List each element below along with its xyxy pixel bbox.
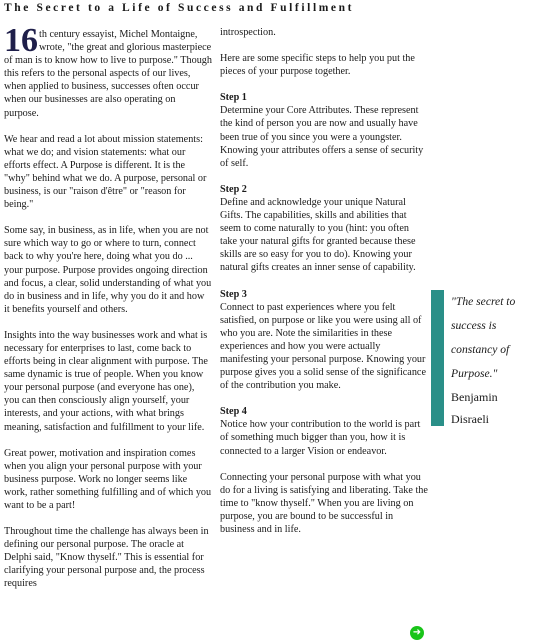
pull-quote-bar: [431, 290, 444, 426]
pull-quote: [451, 290, 539, 430]
paragraph: Some say, in business, as in life, when you are not sure which way to go or where to turn, connect back to why you're here, doing what you do ... your purpose. Purpose provides ongoing direction and focus, a clear, solid understanding of what you do in business and in life, why you do it and how it benefits yourself and others.: [4, 225, 212, 315]
paragraph: We hear and read a lot about mission statements: what we do; and vision statements: what our efforts effect. A Purpose is different. It is the "why" behind what we do. A purpose, personal or business, is our "raison d'être" or "reason for being.": [4, 133, 207, 211]
intro-paragraph: [4, 22, 212, 120]
paragraph: Throughout time the challenge has always been in defining our personal purpose. The oracle at Delphi said, "Know thyself." This is essential for clarifying your personal purpose and, the process requires: [4, 526, 209, 590]
pull-quote-author-last: Disraeli: [451, 412, 489, 426]
paragraph: Insights into the way businesses work and what is necessary for enterprises to last, come back to efforts being in clear alignment with purpose. The same dynamic is true of people. When you know your personal purpose (and everyone has one), you can then consciously align yourself, your interests, and your actions, with what brings meaning, satisfaction and fulfillment to your life.: [4, 329, 208, 433]
step-3-text: Connect to past experiences where you felt satisfied, on purpose or like you were using all of who you are. Note the similarities in these experiences and how you were actually manifesting your personal purpose. Knowing your purpose gives you a solid sense of the significance of the contribution you make.: [220, 301, 426, 392]
step-2-text: Define and acknowledge your unique Natural Gifts. The capabilities, skills and abilities that seem to come naturally to you (hint: you often take your natural gifts for granted because these skills are so easy for you to do). Knowing your natural gifts creates an inner sense of capability.: [220, 196, 416, 274]
step-1-text: Determine your Core Attributes. These represent the kind of person you are now and usually have been true of you since you were a youngster. Knowing your attributes offers a sense of security of self.: [220, 105, 424, 169]
next-page-arrow-icon[interactable]: ➜: [410, 626, 424, 640]
left-column: [4, 22, 212, 604]
step-2-heading: Step 2: [220, 183, 247, 195]
step-1-heading: Step 1: [220, 92, 247, 104]
pull-quote-author-first: Benjamin: [451, 390, 498, 404]
paragraph: Great power, motivation and inspiration comes when you align your personal purpose with your business purpose. Work no longer seems like work, rather something fulfilling and of which you want to be a part!: [4, 447, 212, 511]
middle-column: [220, 26, 428, 549]
step-4-text: Notice how your contribution to the world is part of something much bigger than you, how it is connected to a larger Vision or endeavor.: [220, 419, 421, 457]
step-3-heading: Step 3: [220, 288, 247, 300]
steps-intro: Here are some specific steps to help you put the pieces of your purpose together.: [220, 53, 415, 78]
closing-paragraph: Connecting your personal purpose with what you do for a living is satisfying and liberating. Take the time to "know thyself." When you are living on purpose, you are bound to be successful in business and in life.: [220, 471, 428, 535]
step-4-heading: Step 4: [220, 406, 247, 418]
article-title: The Secret to a Life of Success and Fulfillment: [4, 2, 355, 14]
continuation-text: introspection.: [220, 27, 276, 38]
paragraph-text: th century essayist, Michel Montaigne, wrote, "the great and glorious masterpiece of man is to know how to live to purpose." Though this refers to the personal aspects of our lives, when applied to business, successes often occur when our businesses are also operating on purpose.: [4, 29, 212, 119]
drop-cap: 16: [4, 22, 38, 59]
pull-quote-text: "The secret to success is constancy of Purpose.": [451, 295, 516, 380]
